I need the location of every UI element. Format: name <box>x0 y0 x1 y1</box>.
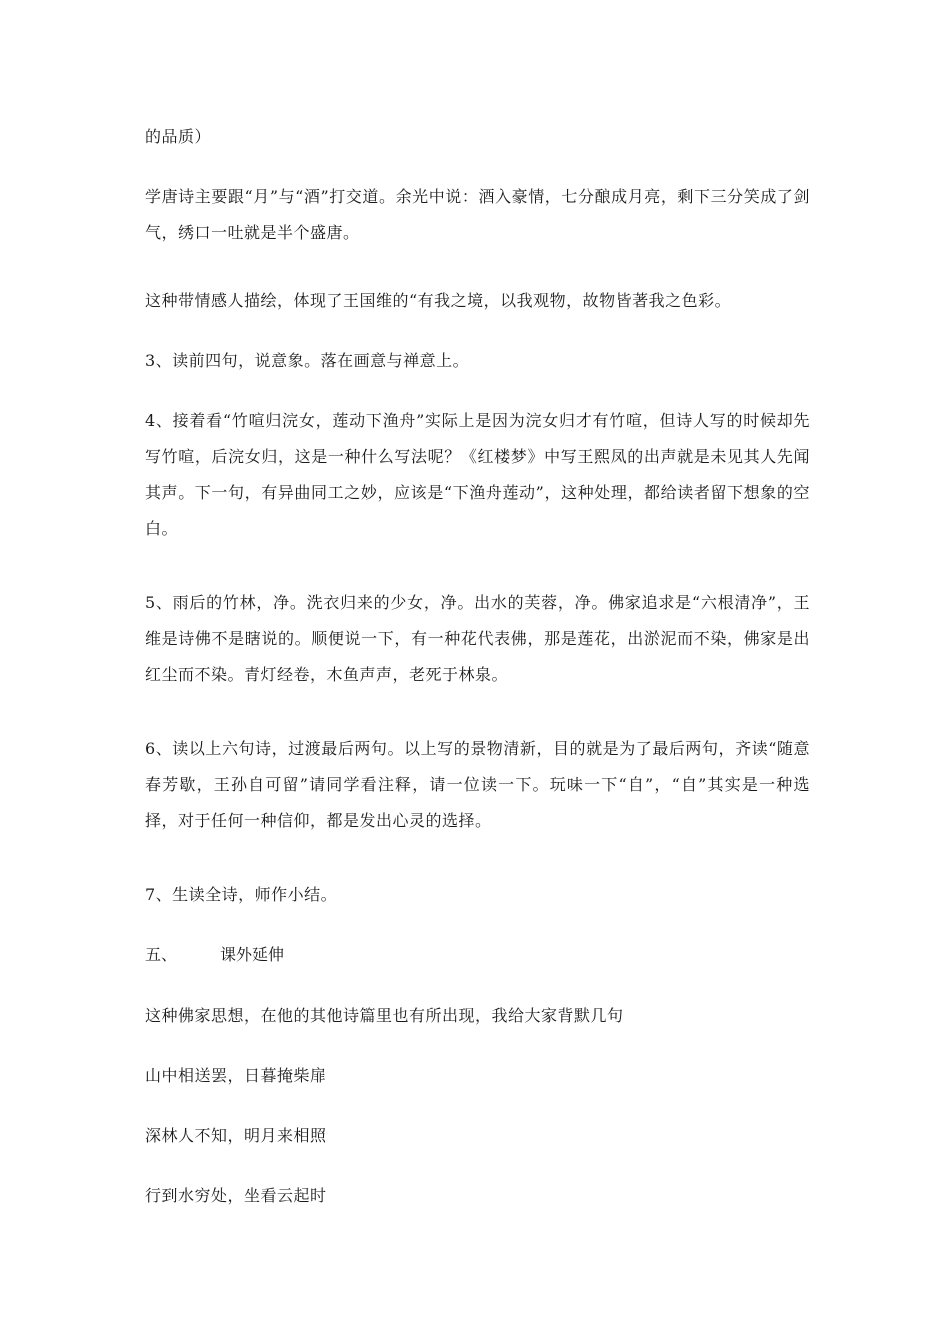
paragraph-step-7: 7、生读全诗，师作小结。 <box>145 885 338 904</box>
poem-line-1: 山中相送罢，日暮掩柴扉 <box>145 1066 327 1085</box>
poem-line-2: 深林人不知，明月来相照 <box>145 1126 327 1145</box>
paragraph-quality-end: 的品质） <box>145 127 212 146</box>
paragraph-tang-poetry: 学唐诗主要跟“月”与“酒”打交道。余光中说：酒入豪情，七分酿成月亮，剩下三分笑成了剑气，绣口一吐就是半个盛唐。 <box>145 187 810 242</box>
paragraph-step-3: 3、读前四句，说意象。落在画意与禅意上。 <box>145 351 470 370</box>
paragraph-extension-intro: 这种佛家思想，在他的其他诗篇里也有所出现，我给大家背默几句 <box>145 1006 624 1025</box>
section-title: 课外延伸 <box>220 945 285 964</box>
paragraph-step-4: 4、接着看“竹喧归浣女，莲动下渔舟”实际上是因为浣女归才有竹喧，但诗人写的时候却先写竹喧，后浣女归，这是一种什么写法呢？《红楼梦》中写王熙凤的出声就是未见其人先闻其声。下一句，有异曲同工之妙，应该是“下渔舟莲动”，这种处理，都给读者留下想象的空白。 <box>145 411 810 538</box>
paragraph-step-5: 5、雨后的竹林，净。洗衣归来的少女，净。出水的芙蓉，净。佛家追求是“六根清净”，王维是诗佛不是瞎说的。顺便说一下，有一种花代表佛，那是莲花，出淤泥而不染，佛家是出红尘而不染。青灯经卷，木鱼声声，老死于林泉。 <box>145 593 810 684</box>
poem-line-3: 行到水穷处，坐看云起时 <box>145 1186 327 1205</box>
section-number: 五、 <box>145 945 178 964</box>
paragraph-wang-guowei: 这种带情感人描绘，体现了王国维的“有我之境，以我观物，故物皆著我之色彩。 <box>145 291 732 310</box>
paragraph-step-6: 6、读以上六句诗，过渡最后两句。以上写的景物清新，目的就是为了最后两句，齐读“随意春芳歇，王孙自可留”请同学看注释，请一位读一下。玩味一下“自”，“自”其实是一种选择，对于任何一种信仰，都是发出心灵的选择。 <box>145 739 810 830</box>
